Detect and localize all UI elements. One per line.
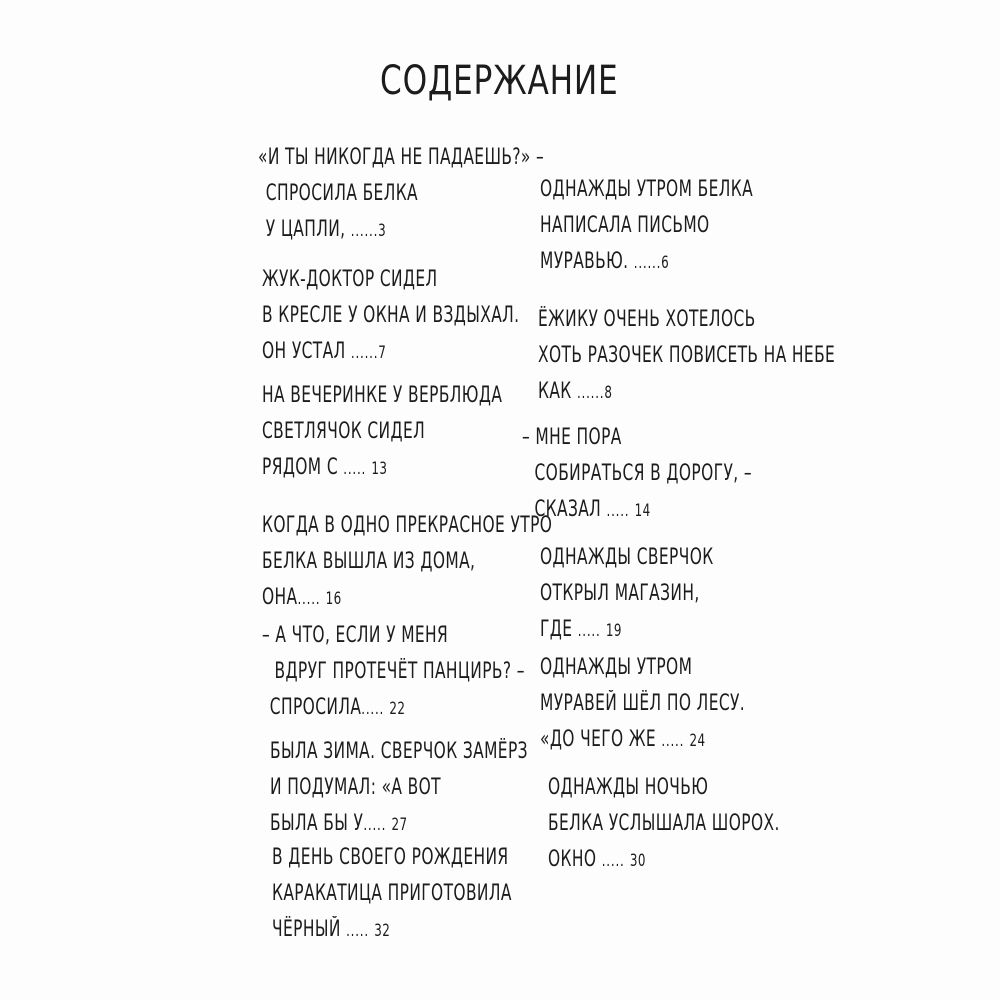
page-number: 30 bbox=[629, 851, 646, 871]
leader-dots: ..... bbox=[363, 815, 387, 835]
entry-line: ОДНАЖДЫ УТРОМ bbox=[540, 655, 693, 680]
entry-line: – МНЕ ПОРА bbox=[522, 425, 622, 450]
entry-line: «И ТЫ НИКОГДА НЕ ПАДАЕШЬ?» – bbox=[258, 145, 545, 170]
entry-line: НАПИСАЛА ПИСЬМО bbox=[540, 213, 710, 238]
leader-dots: ...... bbox=[350, 221, 379, 241]
toc-entry[interactable] bbox=[540, 650, 860, 758]
leader-dots: ..... bbox=[601, 851, 625, 871]
entry-line: ЖУК-ДОКТОР СИДЕЛ bbox=[262, 267, 438, 292]
toc-entry[interactable] bbox=[258, 140, 578, 248]
entry-line: СОБИРАТЬСЯ В ДОРОГУ, – bbox=[534, 461, 752, 486]
page-number: 27 bbox=[391, 815, 408, 835]
entry-line: СКАЗАЛ bbox=[534, 497, 602, 522]
entry-line: ОДНАЖДЫ НОЧЬЮ bbox=[548, 775, 709, 800]
entry-last-line bbox=[258, 212, 508, 248]
page-number: 3 bbox=[378, 221, 387, 241]
leader-dots: ...... bbox=[350, 343, 379, 363]
toc-entry[interactable] bbox=[540, 540, 860, 648]
entry-line: РЯДОМ С bbox=[262, 455, 338, 480]
leader-dots: ...... bbox=[633, 253, 662, 273]
entry-line: У ЦАПЛИ, bbox=[265, 217, 346, 242]
leader-dots: ...... bbox=[576, 383, 605, 403]
entry-last-line bbox=[522, 492, 772, 528]
entry-last-line bbox=[540, 612, 790, 648]
entry-line: МУРАВЬЮ. bbox=[540, 249, 629, 274]
entry-line: БЕЛКА УСЛЫШАЛА ШОРОХ. bbox=[548, 811, 780, 836]
entry-last-line bbox=[262, 690, 512, 726]
entry-line: ОДНАЖДЫ УТРОМ БЕЛКА bbox=[540, 177, 754, 202]
entry-last-line bbox=[262, 450, 512, 486]
toc-entry[interactable] bbox=[262, 618, 582, 726]
entry-line: ГДЕ bbox=[540, 617, 573, 642]
entry-line: В КРЕСЛЕ У ОКНА И ВЗДЫХАЛ. bbox=[262, 303, 520, 328]
page-number: 7 bbox=[378, 343, 387, 363]
entry-line: ОН УСТАЛ bbox=[262, 339, 346, 364]
toc-entry[interactable] bbox=[272, 840, 592, 948]
entry-line: – А ЧТО, ЕСЛИ У МЕНЯ bbox=[262, 623, 449, 648]
entry-last-line bbox=[538, 374, 788, 410]
entry-line: ЁЖИКУ ОЧЕНЬ ХОТЕЛОСЬ bbox=[538, 307, 756, 332]
page-number: 8 bbox=[604, 383, 613, 403]
toc-entry[interactable] bbox=[522, 420, 842, 528]
entry-line: КАРАКАТИЦА ПРИГОТОВИЛА bbox=[272, 881, 512, 906]
toc-entry[interactable] bbox=[548, 770, 868, 878]
entry-last-line bbox=[540, 722, 790, 758]
toc-entry[interactable] bbox=[540, 172, 860, 280]
entry-line: БЫЛА БЫ У bbox=[270, 811, 364, 836]
entry-line: ОКНО bbox=[548, 847, 597, 872]
toc-entry[interactable] bbox=[262, 262, 582, 370]
page-number: 14 bbox=[634, 501, 651, 521]
entry-last-line bbox=[262, 334, 512, 370]
leader-dots: ..... bbox=[343, 459, 367, 479]
entry-last-line bbox=[262, 580, 512, 616]
leader-dots: ..... bbox=[577, 621, 601, 641]
leader-dots: ..... bbox=[606, 501, 630, 521]
entry-line: БЫЛА ЗИМА. СВЕРЧОК ЗАМЁРЗ bbox=[270, 739, 528, 764]
page-number: 24 bbox=[689, 731, 706, 751]
leader-dots: ..... bbox=[297, 589, 321, 609]
leader-dots: ..... bbox=[361, 699, 385, 719]
page-number: 6 bbox=[661, 253, 670, 273]
page-number: 22 bbox=[389, 699, 406, 719]
toc-entry[interactable] bbox=[538, 302, 858, 410]
entry-line: И ПОДУМАЛ: «А ВОТ bbox=[270, 775, 441, 800]
page-number: 13 bbox=[371, 459, 388, 479]
entry-line: ОДНАЖДЫ СВЕРЧОК bbox=[540, 545, 714, 570]
leader-dots: ..... bbox=[346, 921, 369, 941]
entry-last-line bbox=[540, 244, 790, 280]
entry-line: БЕЛКА ВЫШЛА ИЗ ДОМА, bbox=[262, 549, 476, 574]
entry-last-line bbox=[548, 842, 798, 878]
entry-line: СПРОСИЛА bbox=[269, 695, 362, 720]
entry-line: КОГДА В ОДНО ПРЕКРАСНОЕ УТРО bbox=[262, 513, 553, 538]
entry-line: «ДО ЧЕГО ЖЕ bbox=[540, 727, 657, 752]
entry-line: В ДЕНЬ СВОЕГО РОЖДЕНИЯ bbox=[272, 845, 509, 870]
entry-last-line bbox=[270, 806, 520, 842]
entry-line: ХОТЬ РАЗОЧЕК ПОВИСЕТЬ НА НЕБЕ bbox=[538, 343, 836, 368]
entry-line: ОНА bbox=[262, 585, 298, 610]
entry-line: СПРОСИЛА БЕЛКА bbox=[265, 181, 418, 206]
entry-line: ВДРУГ ПРОТЕЧЁТ ПАНЦИРЬ? – bbox=[274, 659, 525, 684]
entry-line: КАК bbox=[538, 379, 572, 404]
page-number: 19 bbox=[605, 621, 622, 641]
page-number: 32 bbox=[374, 921, 391, 941]
page-number: 16 bbox=[325, 589, 342, 609]
entry-line: ОТКРЫЛ МАГАЗИН, bbox=[540, 581, 700, 606]
entry-line: ЧЁРНЫЙ bbox=[272, 917, 341, 942]
entry-line: НА ВЕЧЕРИНКЕ У ВЕРБЛЮДА bbox=[262, 383, 503, 408]
page-title: СОДЕРЖАНИЕ bbox=[380, 58, 619, 104]
leader-dots: ..... bbox=[661, 731, 685, 751]
entry-line: СВЕТЛЯЧОК СИДЕЛ bbox=[262, 419, 426, 444]
entry-line: МУРАВЕЙ ШЁЛ ПО ЛЕСУ. bbox=[540, 691, 746, 716]
entry-last-line bbox=[272, 912, 522, 948]
